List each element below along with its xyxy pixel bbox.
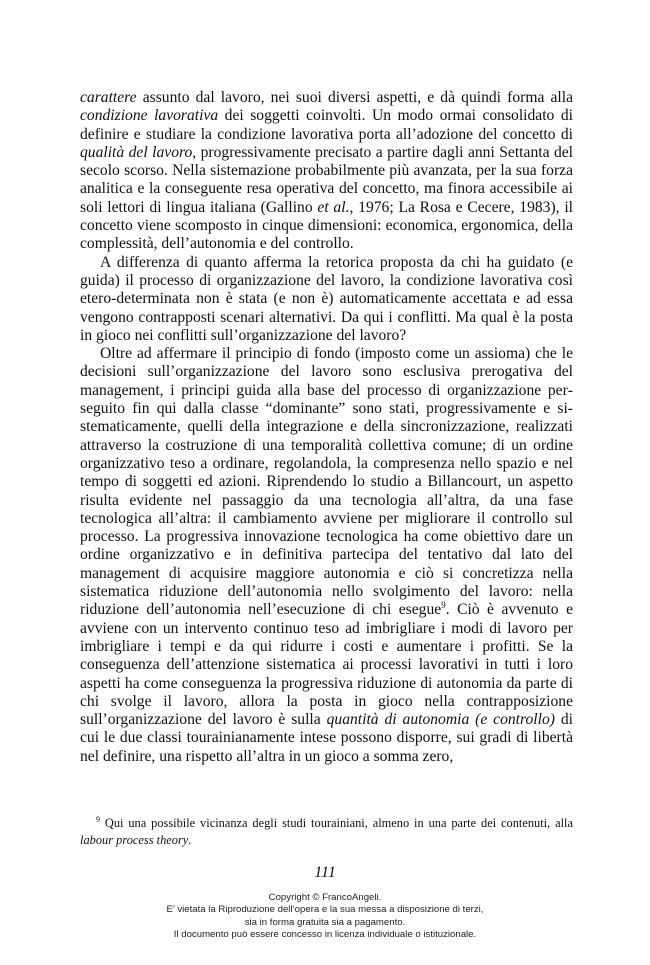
italic-term: labour process theory bbox=[80, 832, 189, 847]
footnote-number: 9 bbox=[96, 814, 100, 824]
copyright-line: sia in forma gratuita sia a pagamento. bbox=[244, 916, 406, 928]
page-number: 111 bbox=[314, 864, 336, 881]
text-run: , 1976; La Rosa e Cecere, 1983), il concetto viene scomposto in cinque dimensioni: economica, ergonomica, della complessità, dell’autonomia e del controllo. bbox=[80, 198, 574, 253]
text-run: , progressivamente precisato a partire dagli anni Settanta del secolo scorso. Nella sistemazione probabilmente più avanzata, per la sua forza analitica e la conseguente resa operativa del concetto, ma finora accessibile ai soli lettori di lingua italiana (Gallino bbox=[80, 143, 573, 216]
text-run: dei soggetti coinvolti. Un modo ormai consolidato di definire e studiare la condizione lavorativa porta all’adozione del concetto di bbox=[80, 107, 573, 143]
copyright-line: E’ vietata la Riproduzione dell’opera e la sua messa a disposizione di terzi, bbox=[166, 904, 484, 916]
text-run: . Ciò è avvenuto e avviene con un intervento continuo teso ad imbrigliare i modi di lavoro per imbrigliare i tempi e da qui ridurre i costi e aumentare i profitti. Se la conseguenza dell’attenzione sistematica ai processi lavorativi in tutti i loro aspetti ha come conseguenza la progressiva riduzione di autonomia da parte di chi svolge il lavoro, allora la posta in gioco nella contrapposizione sull’organizzazione del lavoro è sulla bbox=[80, 601, 573, 729]
copyright-notice bbox=[0, 892, 650, 941]
italic-term: et al. bbox=[317, 198, 350, 216]
text-run: assunto dal lavoro, nei suoi diversi aspetti, e dà quindi forma alla bbox=[136, 89, 573, 106]
text-run: Qui una possibile vicinanza degli studi tourainiani, almeno in una parte dei contenuti, alla bbox=[100, 816, 573, 830]
footnote bbox=[80, 815, 573, 848]
paragraph-2: A differenza di quanto afferma la retorica proposta da chi ha guidato (e guida) il processo di organizzazione del lavoro, la condizione lavorativa così etero-determinata non è stata (e non è) automaticamente accettata e ad essa vengono contrapposti scenari alternativi. Da qui i conflitti. Ma qual è la posta in gioco nei conflitti sull’organizzazione del lavoro? bbox=[80, 253, 573, 344]
copyright-line: Copyright © FrancoAngeli. bbox=[268, 892, 382, 903]
copyright-line: Il documento può essere concesso in licenza individuale o istituzionale. bbox=[173, 928, 477, 940]
italic-term: quantità di autonomia (e controllo) bbox=[326, 711, 555, 729]
italic-term: qualità del lavoro bbox=[80, 143, 193, 161]
text-run: Oltre ad affermare il principio di fondo (imposto come un assioma) che le decisioni sull’organizzazione del lavoro sono esclusiva prerogativa del management, i principi guida alla base del processo di organizzazione perseguito fin qui dalla classe “dominante” sono stati, progressivamente e sistematicamente, quelli della integrazione e della sincronizzazione, realizzati attraverso la costruzione di una temporalità collettiva comune; di un ordine organizzativo teso a ordinare, regolandola, la compresenza nello spazio e nel tempo di soggetti ed azioni. Riprendendo lo studio a Billancourt, un aspetto risulta evidente nel passaggio da una tecnologia all’altra, da una fase tecnologica all’altra: il cambiamento avviene per migliorare il controllo sul processo. La progressiva innovazione tecnologica ha come obiettivo dare un ordine organizzativo e in definitiva partecipa del tentativo dal lato del management di acquisire maggiore autonomia e ciò si concretizza nella sistematica riduzione dell’autonomia nello svolgimento del lavoro: nella riduzione dell’autonomia nell’esecuzione di chi esegue bbox=[80, 345, 573, 619]
footnote-9 bbox=[80, 815, 573, 848]
italic-term: carattere bbox=[80, 89, 137, 106]
body-text bbox=[80, 89, 573, 766]
paragraph-3 bbox=[80, 345, 573, 766]
footnote-reference[interactable]: 9 bbox=[441, 600, 446, 611]
text-run: di cui le due classi tourainianamente intese possono disporre, sui gradi di libertà nel definire, una rispetto all’altra in un gioco a somma zero, bbox=[80, 711, 573, 765]
italic-term: condizione lavorativa bbox=[80, 107, 219, 125]
paragraph-1 bbox=[80, 89, 573, 254]
text-run: . bbox=[188, 832, 192, 847]
